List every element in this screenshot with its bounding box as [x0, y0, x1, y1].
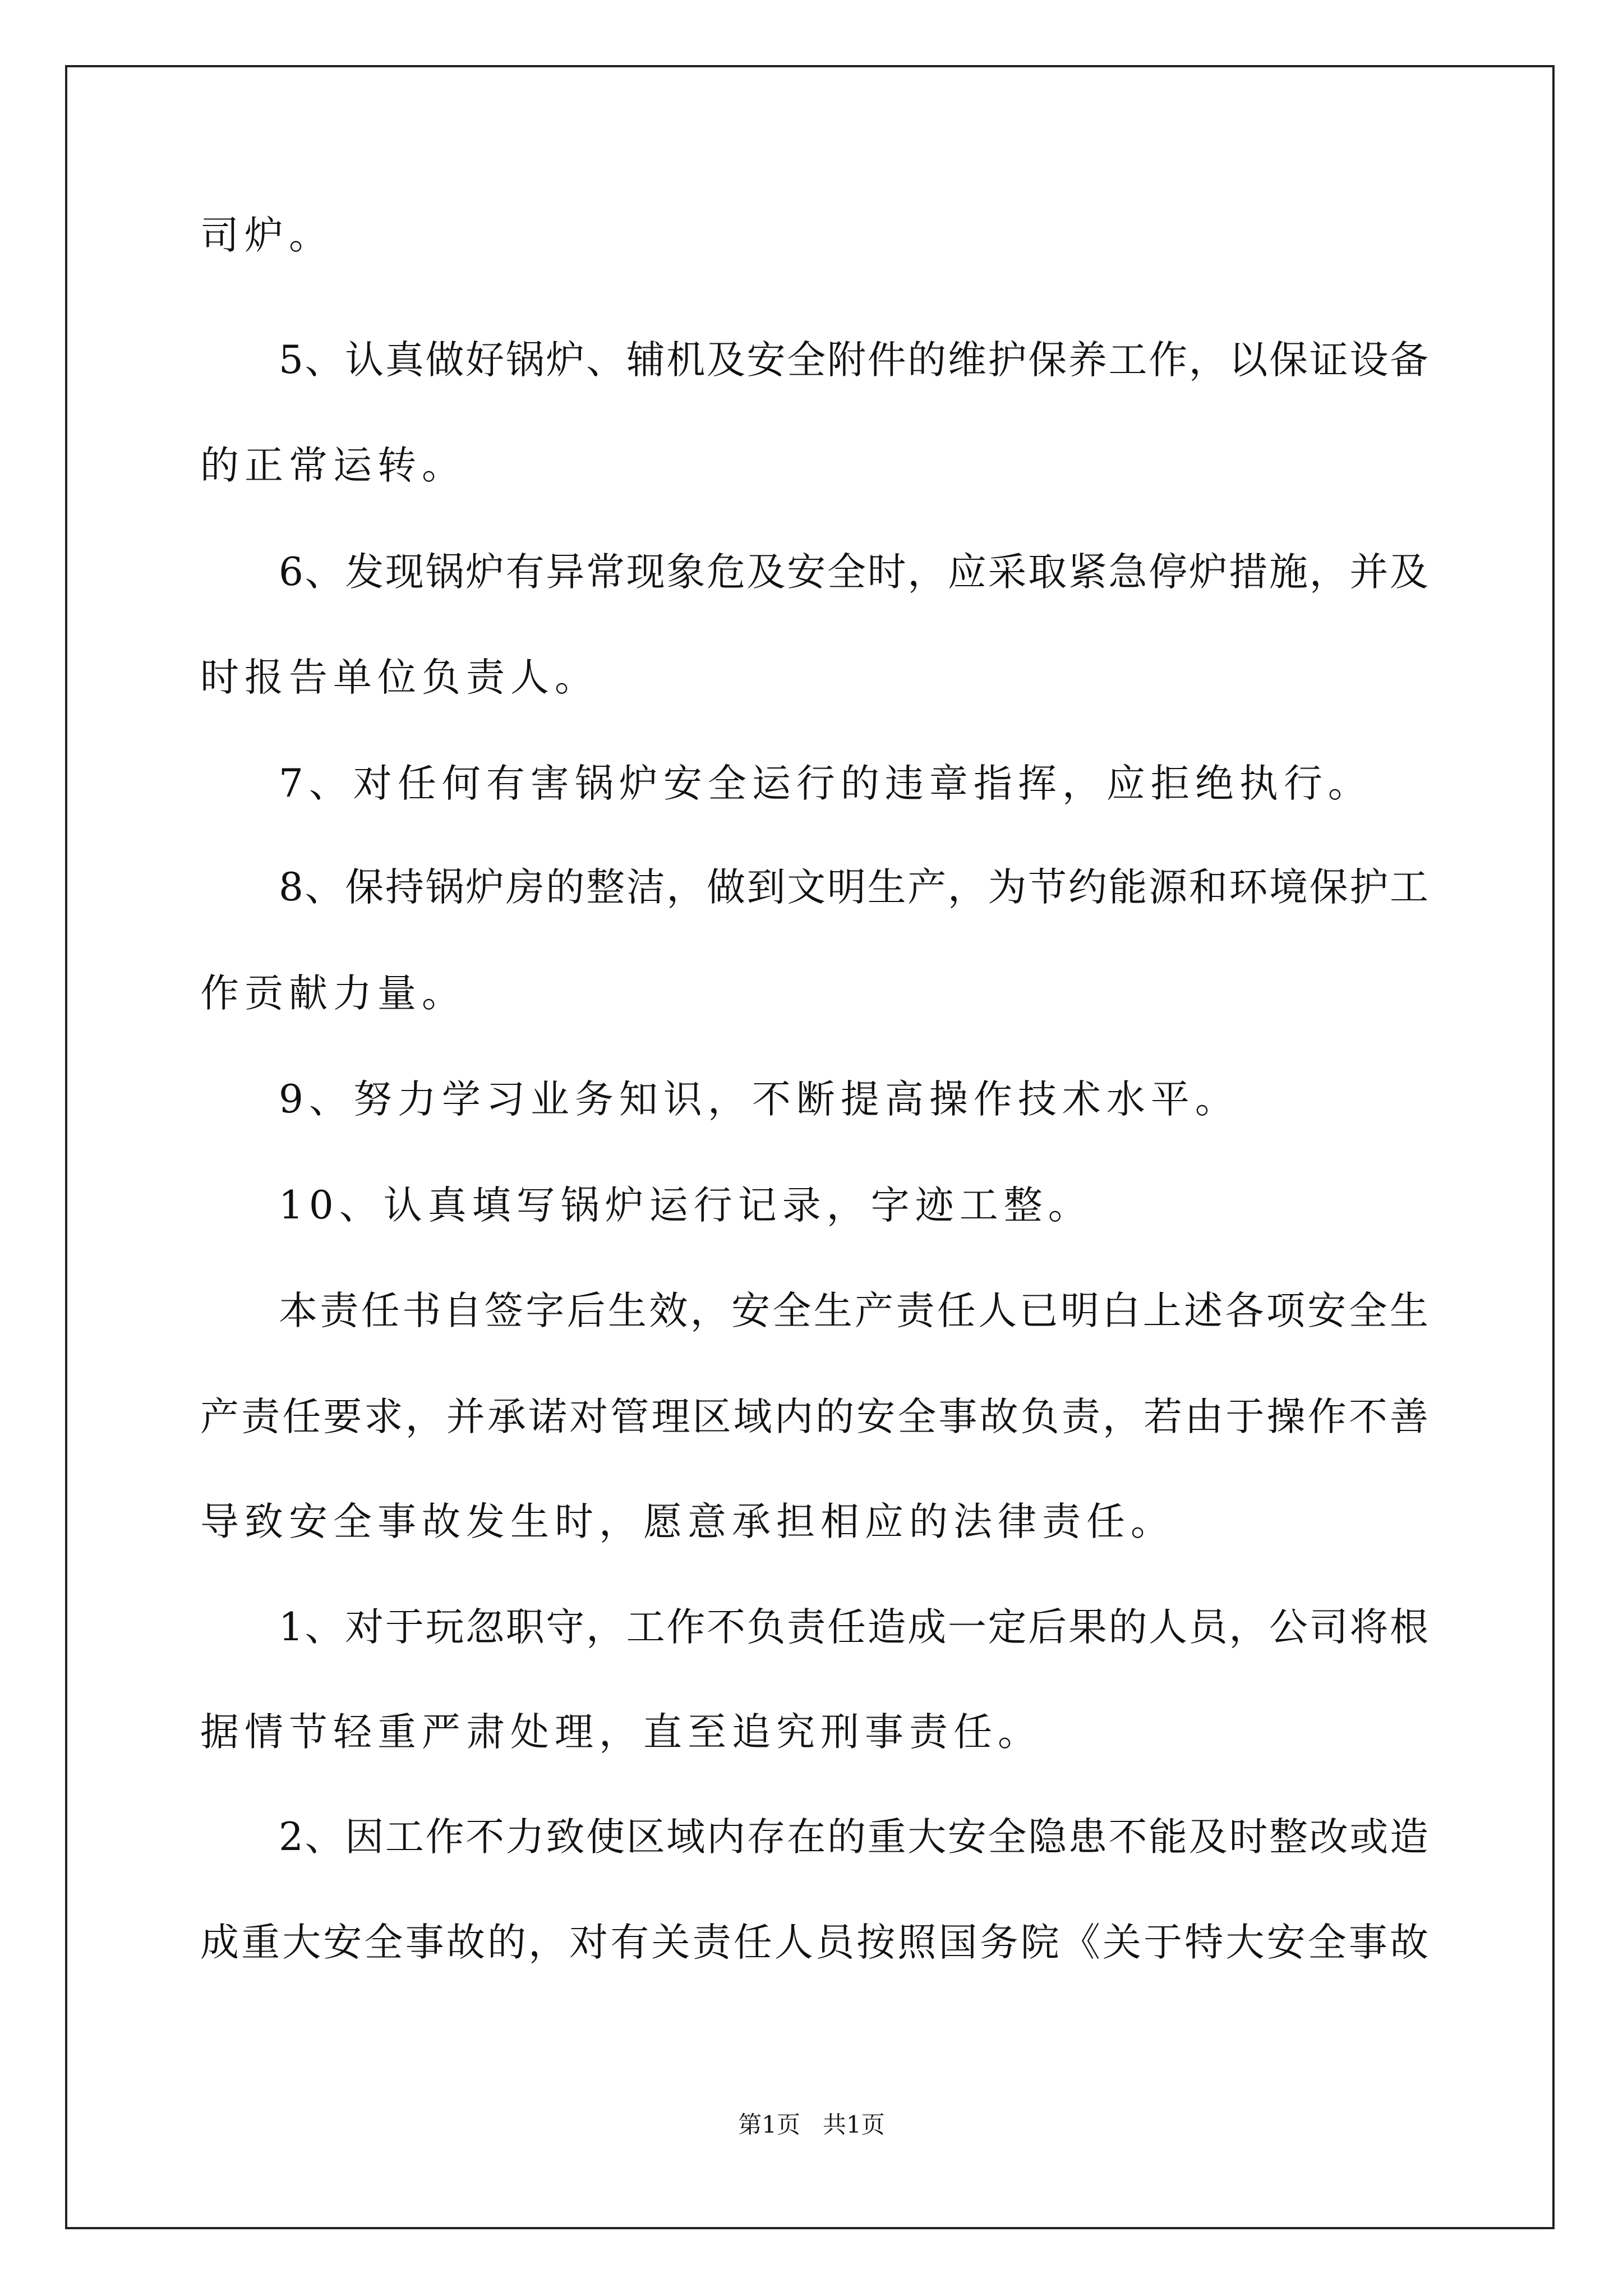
text-line: 导致安全事故发生时，愿意承担相应的法律责任。	[200, 1499, 1175, 1544]
text-line: 5、认真做好锅炉、辅机及安全附件的维护保养工作，以保证设备	[279, 338, 1428, 383]
page-total: 共1页	[823, 2111, 885, 2138]
text-line: 产责任要求，并承诺对管理区域内的安全事故负责，若由于操作不善	[200, 1395, 1428, 1439]
text-line: 本责任书自签字后生效，安全生产责任人已明白上述各项安全生	[279, 1289, 1428, 1333]
text-line: 1、对于玩忽职守，工作不负责任造成一定后果的人员，公司将根	[279, 1605, 1428, 1650]
page-number: 第1页	[738, 2111, 800, 2138]
text-line: 司炉。	[200, 213, 333, 258]
text-line: 据情节轻重严肃处理，直至追究刑事责任。	[200, 1710, 1042, 1755]
text-line: 10、认真填写锅炉运行记录，字迹工整。	[279, 1183, 1092, 1228]
page-footer	[0, 2108, 1623, 2142]
text-line: 6、发现锅炉有异常现象危及安全时，应采取紧急停炉措施，并及	[279, 550, 1428, 595]
text-line: 2、因工作不力致使区域内存在的重大安全隐患不能及时整改或造	[279, 1815, 1428, 1860]
text-line: 7、对任何有害锅炉安全运行的违章指挥，应拒绝执行。	[279, 761, 1372, 806]
text-line: 8、保持锅炉房的整洁，做到文明生产，为节约能源和环境保护工	[279, 865, 1428, 910]
text-line: 的正常运转。	[200, 443, 466, 488]
text-line: 作贡献力量。	[200, 971, 466, 1016]
text-line: 9、努力学习业务知识，不断提高操作技术水平。	[279, 1077, 1239, 1122]
text-line: 时报告单位负责人。	[200, 655, 599, 700]
text-line: 成重大安全事故的，对有关责任人员按照国务院《关于特大安全事故	[200, 1920, 1428, 1965]
